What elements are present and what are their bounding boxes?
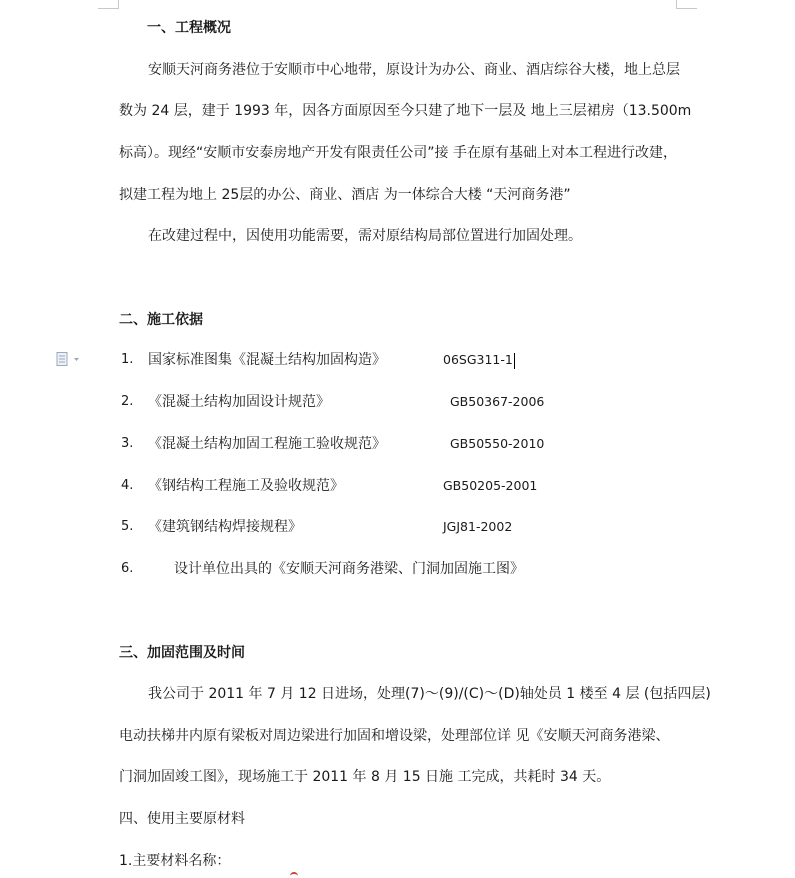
section-3-para-line3: 门洞加固竣工图》，现场施工于 2011 年 8 月 15 日施 工完成，共耗时 34 天。 — [119, 769, 611, 785]
list-item-code: GB50367-2006 — [450, 394, 545, 409]
list-item-number: 1. — [121, 352, 134, 367]
section-4-subheading: 1.主要材料名称： — [119, 853, 231, 869]
list-item-title: 《混凝土结构加固工程施工验收规范》 — [148, 436, 386, 452]
spellcheck-mark — [290, 872, 298, 878]
section-4-heading: 四、使用主要原材料 — [119, 811, 245, 827]
list-item-number: 4. — [121, 478, 134, 493]
list-item-number: 5. — [121, 519, 134, 534]
page-corner-mark-right — [676, 0, 697, 9]
list-item-code: JGJ81-2002 — [443, 519, 513, 534]
list-item-number: 6. — [121, 561, 134, 576]
section-1-para1-line2: 数为 24 层，建于 1993 年，因各方面原因至今只建了地下一层及 地上三层裙房（13.500m — [119, 103, 692, 119]
list-item-title: 设计单位出具的《安顺天河商务港梁、门洞加固施工图》 — [174, 561, 524, 577]
list-item-title: 《混凝土结构加固设计规范》 — [148, 394, 330, 410]
section-3-heading: 三、加固范围及时间 — [119, 645, 245, 661]
list-item-title: 《钢结构工程施工及验收规范》 — [148, 478, 344, 494]
section-1-para2: 在改建过程中，因使用功能需要，需对原结构局部位置进行加固处理。 — [148, 228, 582, 244]
section-3-para-line2: 电动扶梯井内原有梁板对周边梁进行加固和增设梁，处理部位详 见《安顺天河商务港梁、 — [119, 728, 670, 744]
list-item-title: 国家标准图集《混凝土结构加固构造》 — [148, 352, 386, 368]
list-item-code: GB50205-2001 — [443, 478, 538, 493]
list-item-number: 2. — [121, 394, 134, 409]
list-item-code: GB50550-2010 — [450, 436, 545, 451]
section-1-para1-line3: 标高）。现经“安顺市安泰房地产开发有限责任公司”接 手在原有基础上对本工程进行改建， — [119, 145, 677, 161]
page-corner-mark-left — [98, 0, 119, 9]
list-item-code: 06SG311-1 — [443, 352, 513, 367]
list-item-number: 3. — [121, 436, 134, 451]
text-cursor — [514, 353, 515, 369]
section-1-para1-line1: 安顺天河商务港位于安顺市中心地带，原设计为办公、商业、酒店综谷大楼，地上总层 — [148, 62, 680, 78]
document-icon[interactable] — [56, 352, 82, 366]
dropdown-arrow-icon — [74, 358, 79, 361]
list-item-title: 《建筑钢结构焊接规程》 — [148, 519, 302, 535]
section-3-para-line1: 我公司于 2011 年 7 月 12 日进场，处理(7)～(9)/(C)～(D)轴处员 1 楼至 4 层 (包括四层) — [148, 686, 711, 702]
section-2-heading: 二、施工依据 — [119, 312, 203, 328]
section-1-heading: 一、工程概况 — [147, 20, 231, 36]
section-1-para1-line4: 拟建工程为地上 25层的办公、商业、酒店 为一体综合大楼 “天河商务港” — [119, 187, 571, 203]
